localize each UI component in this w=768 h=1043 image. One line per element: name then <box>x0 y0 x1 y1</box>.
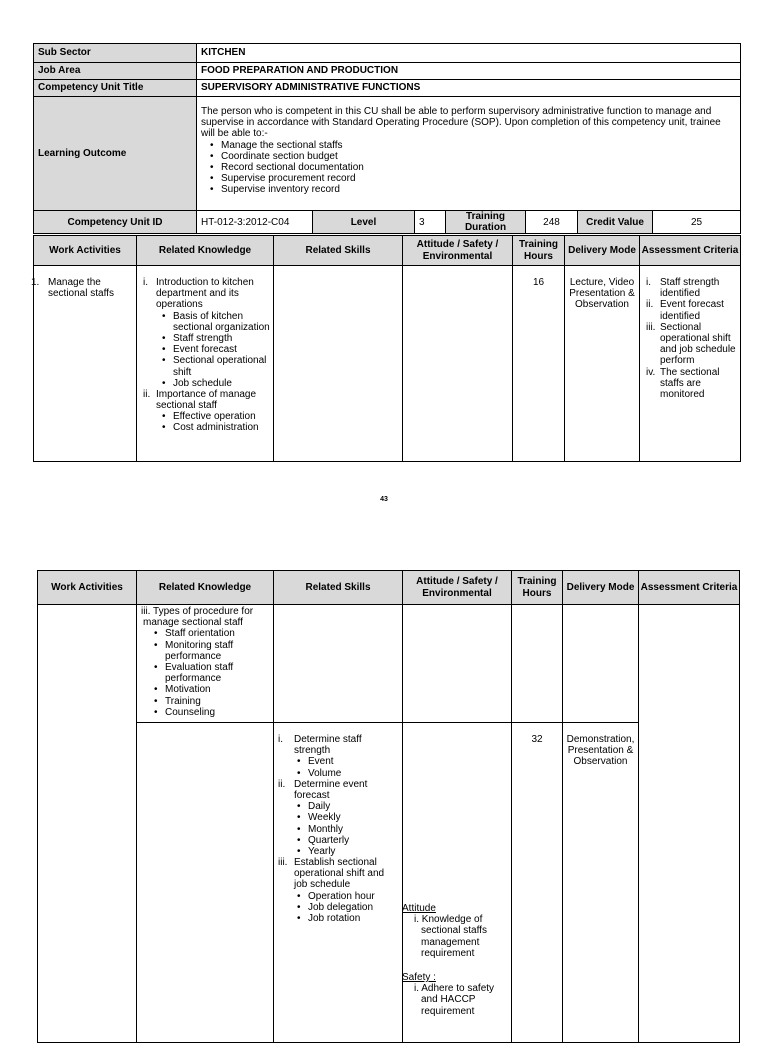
skill-sublist <box>278 891 399 925</box>
outcome-item: • Manage the sectional staffs <box>207 140 736 151</box>
skill-subitem: • Weekly <box>294 812 399 823</box>
knowledge-subitem: • Job schedule <box>159 378 270 389</box>
assessment-criteria-cell <box>639 605 740 1043</box>
skill-subitem: • Volume <box>294 768 399 779</box>
col-attitude: Attitude / Safety / Environmental <box>403 571 512 605</box>
col-related-skills: Related Skills <box>274 571 403 605</box>
col-assessment-criteria: Assessment Criteria <box>640 236 741 266</box>
sub-sector-label: Sub Sector <box>34 44 197 63</box>
skill-subitem: • Job delegation <box>294 902 399 913</box>
cu-id-value: HT-012-3:2012-C04 <box>197 211 313 234</box>
knowledge-text: Introduction to kitchen department and its operations <box>156 277 254 311</box>
sub-sector-value: KITCHEN <box>197 44 741 63</box>
col-work-activities: Work Activities <box>38 571 137 605</box>
level-label: Level <box>313 211 415 234</box>
knowledge-sublist <box>143 411 270 433</box>
learning-outcome-label: Learning Outcome <box>34 97 197 211</box>
criteria-item <box>646 299 738 321</box>
skill-text: Establish sectional operational shift and job schedule <box>294 857 385 891</box>
safety-item: i. Adhere to safety and HACCP requirement <box>414 983 495 1017</box>
skill-number: ii. <box>278 778 286 790</box>
related-skills-cell <box>274 266 403 462</box>
criteria-item <box>646 322 738 367</box>
skill-number: i. <box>278 734 283 745</box>
knowledge-number: i. <box>143 277 148 288</box>
col-assessment-criteria: Assessment Criteria <box>639 571 740 605</box>
knowledge-subitem: • Staff strength <box>159 333 270 344</box>
cu-id-label: Competency Unit ID <box>34 211 197 234</box>
col-related-skills: Related Skills <box>274 236 403 266</box>
credit-value-value: 25 <box>653 211 741 234</box>
attitude-cell <box>403 266 513 462</box>
knowledge-text: Importance of manage sectional staff <box>156 388 257 412</box>
job-area-value: FOOD PREPARATION AND PRODUCTION <box>197 63 741 80</box>
activities-table-page2 <box>37 570 740 1043</box>
criteria-text: Event forecast identified <box>660 299 724 322</box>
outcome-item: • Supervise procurement record <box>207 173 736 184</box>
criteria-number: ii. <box>646 299 654 311</box>
knowledge-subitem: • Cost administration <box>159 422 270 433</box>
knowledge-number: ii. <box>143 388 151 400</box>
attitude-cell <box>403 723 512 1043</box>
work-activity-text: Manage the sectional staffs <box>48 277 114 300</box>
cu-title-label: Competency Unit Title <box>34 80 197 97</box>
knowledge-subitem: • Event forecast <box>159 344 270 355</box>
training-duration-label: Training Duration <box>446 211 526 234</box>
related-knowledge-cell <box>137 723 274 1043</box>
col-training-hours: Training Hours <box>513 236 565 266</box>
col-training-hours: Training Hours <box>512 571 563 605</box>
col-delivery-mode: Delivery Mode <box>563 571 639 605</box>
work-activity-cell <box>38 605 137 1043</box>
skill-subitem: • Yearly <box>294 846 399 857</box>
work-activity-cell <box>31 266 137 462</box>
delivery-mode-value: Demonstration, Presentation & Observation <box>563 723 639 1043</box>
attitude-cell <box>403 605 512 723</box>
outcome-item: • Supervise inventory record <box>207 184 736 195</box>
col-work-activities: Work Activities <box>34 236 137 266</box>
skill-text: Determine staff strength <box>294 734 362 757</box>
outcome-item: • Coordinate section budget <box>207 151 736 162</box>
job-area-label: Job Area <box>34 63 197 80</box>
col-attitude: Attitude / Safety / Environmental <box>403 236 513 266</box>
cu-header-table <box>33 43 741 234</box>
work-activity-number: 1. <box>31 277 40 288</box>
cu-title-value: SUPERVISORY ADMINISTRATIVE FUNCTIONS <box>197 80 741 97</box>
skill-text: Determine event forecast <box>294 778 368 801</box>
skill-subitem: • Operation hour <box>294 891 399 902</box>
criteria-number: iii. <box>646 321 656 333</box>
skill-subitem: • Job rotation <box>294 913 399 924</box>
criteria-item <box>646 277 738 299</box>
knowledge-sublist <box>143 311 270 389</box>
page-number: 43 <box>380 496 388 503</box>
knowledge-subitem: • Counseling <box>151 707 270 718</box>
skill-subitem: • Event <box>294 756 399 767</box>
delivery-mode-cell <box>563 605 639 723</box>
attitude-item: i. Knowledge of sectional staffs management requirement <box>414 914 487 959</box>
criteria-number: iv. <box>646 366 656 378</box>
training-duration-value: 248 <box>526 211 578 234</box>
skill-sublist <box>278 801 399 857</box>
knowledge-subitem: • Staff orientation <box>151 628 270 639</box>
work-activity <box>31 277 136 299</box>
knowledge-item <box>143 277 270 311</box>
knowledge-subitem: • Evaluation staff performance <box>151 662 270 684</box>
level-value: 3 <box>415 211 446 234</box>
activities-table-page1 <box>33 235 741 462</box>
assessment-criteria-cell <box>640 266 741 462</box>
knowledge-item <box>143 389 270 411</box>
skill-number: iii. <box>278 857 288 869</box>
training-hours-cell <box>512 605 563 723</box>
skill-item <box>278 857 399 891</box>
training-hours-value: 16 <box>513 266 565 462</box>
safety-heading: Safety : <box>402 971 436 983</box>
knowledge-subitem: • Sectional operational shift <box>159 355 270 377</box>
criteria-item <box>646 367 738 401</box>
col-related-knowledge: Related Knowledge <box>137 236 274 266</box>
criteria-text: Staff strength identified <box>660 277 720 300</box>
learning-outcome-list <box>201 140 736 196</box>
knowledge-sublist <box>141 628 270 718</box>
delivery-mode-value: Lecture, Video Presentation & Observation <box>565 266 640 462</box>
related-knowledge-cell <box>137 605 274 723</box>
criteria-text: Sectional operational shift and job schedule perform <box>660 321 736 367</box>
criteria-number: i. <box>646 277 651 288</box>
col-related-knowledge: Related Knowledge <box>137 571 274 605</box>
related-skills-cell <box>274 723 403 1043</box>
credit-value-label: Credit Value <box>578 211 653 234</box>
knowledge-subitem: • Training <box>151 696 270 707</box>
outcome-item: • Record sectional documentation <box>207 162 736 173</box>
related-skills-cell <box>274 605 403 723</box>
learning-outcome-cell <box>197 97 741 211</box>
knowledge-subitem: • Effective operation <box>159 411 270 422</box>
attitude-heading: Attitude <box>402 903 436 914</box>
skill-subitem: • Quarterly <box>294 835 399 846</box>
learning-outcome-text: The person who is competent in this CU shall be able to perform supervisory administrative function to manage and supervise in accordance with Standard Operating Procedure (SOP). Upon completion of this competency unit, trainee will be able to:- <box>201 106 721 140</box>
knowledge-item-iii: iii. Types of procedure for manage sectional staff <box>141 606 254 629</box>
col-delivery-mode: Delivery Mode <box>565 236 640 266</box>
skill-subitem: • Monthly <box>294 824 399 835</box>
knowledge-subitem: • Monitoring staff performance <box>151 640 270 662</box>
skill-item <box>278 779 399 801</box>
knowledge-subitem: • Basis of kitchen sectional organization <box>159 311 270 333</box>
skill-item <box>278 734 399 756</box>
training-hours-value: 32 <box>512 723 563 1043</box>
criteria-text: The sectional staffs are monitored <box>660 366 720 400</box>
skill-sublist <box>278 756 399 778</box>
related-knowledge-cell <box>137 266 274 462</box>
skill-subitem: • Daily <box>294 801 399 812</box>
knowledge-subitem: • Motivation <box>151 684 270 695</box>
